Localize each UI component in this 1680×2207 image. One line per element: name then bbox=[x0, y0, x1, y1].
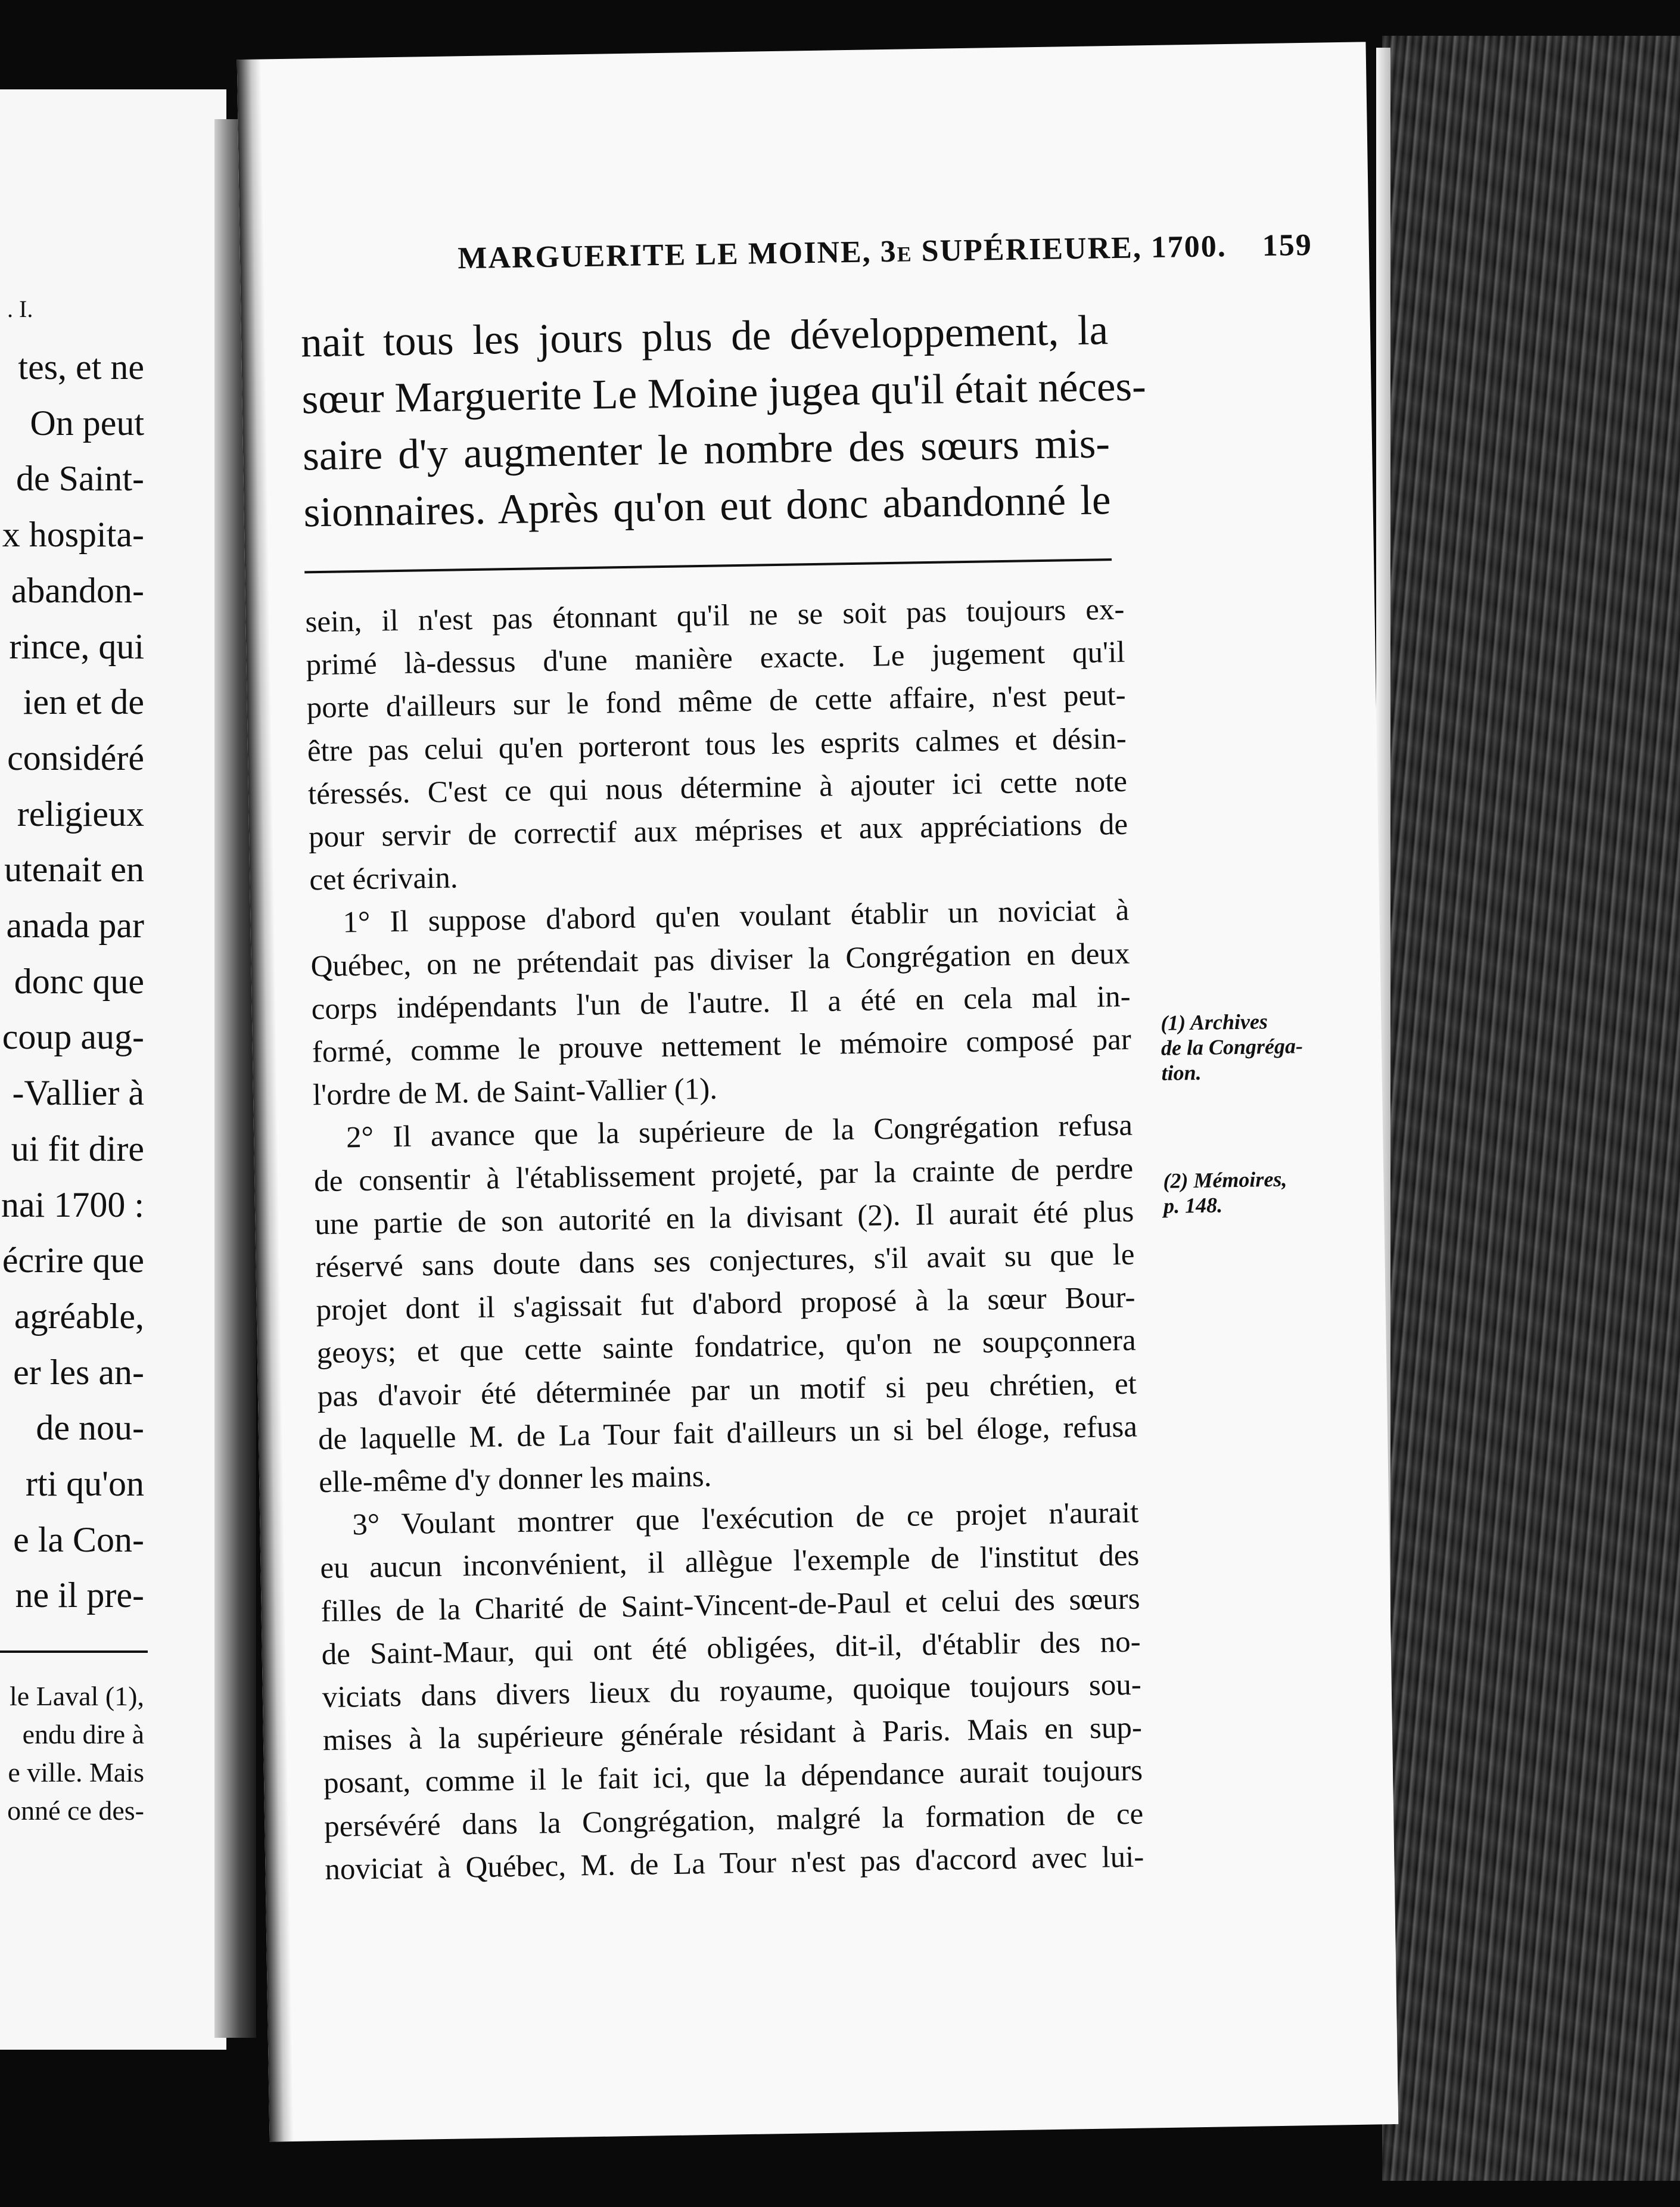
footnote-line: l'ordre de M. de Saint-Vallier (1). bbox=[312, 1072, 718, 1112]
text-line: abandon- bbox=[11, 570, 144, 610]
footnote-text bbox=[305, 588, 1144, 1891]
footnote-rule bbox=[304, 558, 1112, 573]
text-line: anada par bbox=[6, 906, 144, 946]
footnote-line: projet dont il s'agissait fut d'abord proposé à la sœur Bour- bbox=[316, 1280, 1135, 1328]
text-line: de nou- bbox=[36, 1408, 144, 1448]
footnote-line: primé là-dessus d'une manière exacte. Le jugement qu'il bbox=[306, 636, 1125, 682]
text-line: sœur Marguerite Le Moine jugea qu'il était néces- bbox=[301, 363, 1147, 423]
left-running-head: . I. bbox=[7, 296, 33, 322]
margin-note-2 bbox=[1163, 1167, 1287, 1218]
text-line: er les an- bbox=[13, 1352, 144, 1392]
text-line: x hospita- bbox=[2, 515, 144, 555]
text-line: religieux bbox=[17, 794, 144, 834]
footnote-rule bbox=[0, 1650, 148, 1653]
left-page-footnote bbox=[7, 1677, 144, 1830]
margin-note-line: (1) Archives bbox=[1160, 1009, 1268, 1035]
footnote-line: téressés. C'est ce qui nous détermine à ajouter ici cette note bbox=[307, 764, 1128, 812]
text-line: -Vallier à bbox=[12, 1073, 144, 1113]
footnote-line: pour servir de correctif aux méprises et aux appréciations de bbox=[308, 807, 1128, 854]
footnote-line: viciats dans divers lieux du royaume, quoique toujours sou- bbox=[322, 1668, 1142, 1715]
text-line: écrire que bbox=[2, 1241, 144, 1280]
text-line: ne il pre- bbox=[15, 1575, 144, 1615]
left-page-text bbox=[1, 340, 144, 1624]
book-fore-edge bbox=[1382, 36, 1680, 2181]
text-line: rince, qui bbox=[9, 626, 144, 666]
footnote-line: 2° Il avance que la supérieure de la Congrégation refusa bbox=[346, 1109, 1133, 1155]
margin-note-line: (2) Mémoires, bbox=[1163, 1167, 1287, 1193]
margin-note-line: p. 148. bbox=[1163, 1193, 1223, 1218]
text-line: nait tous les jours plus de développement, la bbox=[300, 307, 1109, 366]
text-line: ui fit dire bbox=[11, 1129, 144, 1168]
footnote-line: endu dire à bbox=[22, 1719, 144, 1749]
footnote-line: Québec, on ne prétendait pas diviser la Congrégation en deux bbox=[310, 937, 1130, 983]
footnote-line: de Saint-Maur, qui ont été obligées, dit-il, d'établir des no- bbox=[321, 1625, 1141, 1672]
footnote-line: de consentir à l'établissement projeté, par la crainte de perdre bbox=[313, 1152, 1134, 1198]
text-line: nai 1700 : bbox=[1, 1185, 144, 1224]
text-line: ien et de bbox=[23, 682, 144, 722]
footnote-line: noviciat à Québec, M. de La Tour n'est pas d'accord avec lui- bbox=[324, 1840, 1144, 1887]
footnote-line: sein, il n'est pas étonnant qu'il ne se soit pas toujours ex- bbox=[305, 592, 1125, 639]
text-line: agréable, bbox=[14, 1296, 144, 1336]
margin-note-line: tion. bbox=[1161, 1060, 1202, 1085]
left-page bbox=[0, 89, 226, 2050]
footnote-line: porte d'ailleurs sur le fond même de cette affaire, n'est peut- bbox=[306, 679, 1127, 725]
footnote-line: mises à la supérieure générale résidant à Paris. Mais en sup- bbox=[322, 1711, 1143, 1758]
text-line: donc que bbox=[14, 961, 144, 1001]
footnote-line: e ville. Mais bbox=[8, 1757, 144, 1788]
main-text bbox=[300, 302, 1147, 541]
margin-note-1 bbox=[1161, 1008, 1303, 1086]
page-number: 159 bbox=[1262, 228, 1313, 263]
text-line: considéré bbox=[7, 738, 144, 778]
text-line: coup aug- bbox=[2, 1017, 144, 1057]
footnote-line: pas d'avoir été déterminée par un motif si peu chrétien, et bbox=[317, 1367, 1137, 1413]
text-line: rti qu'on bbox=[25, 1464, 144, 1504]
footnote-line: filles de la Charité de Saint-Vincent-de-Paul et celui des sœurs bbox=[321, 1582, 1140, 1628]
footnote-line: 1° Il suppose d'abord qu'en voulant établir un noviciat à bbox=[343, 894, 1130, 940]
footnote-line: cet écrivain. bbox=[309, 861, 458, 897]
margin-note-line: de la Congréga- bbox=[1161, 1034, 1303, 1060]
text-line: utenait en bbox=[4, 850, 144, 890]
text-line: On peut bbox=[30, 403, 144, 443]
footnote-line: réservé sans doute dans ses conjectures, s'il avait su que le bbox=[315, 1238, 1135, 1285]
footnote-line: persévéré dans la Congrégation, malgré la formation de ce bbox=[323, 1797, 1144, 1844]
running-head-title: MARGUERITE LE MOINE, 3e SUPÉRIEURE, 1700. bbox=[457, 229, 1227, 276]
footnote-line: être pas celui qu'en porteront tous les esprits calmes et désin- bbox=[307, 722, 1127, 768]
footnote-line: 3° Voulant montrer que l'exécution de ce projet n'aurait bbox=[351, 1496, 1139, 1542]
footnote-line: onné ce des- bbox=[7, 1795, 144, 1826]
footnote-line: geoys; et que cette sainte fondatrice, qu'on ne soupçonnera bbox=[316, 1324, 1137, 1370]
footnote-line: une partie de son autorité en la divisant (2). Il aurait été plus bbox=[314, 1195, 1134, 1242]
footnote-line: posant, comme il le fait ici, que la dépendance aurait toujours bbox=[323, 1754, 1143, 1801]
text-line: saire d'y augmenter le nombre des sœurs mis- bbox=[302, 420, 1110, 480]
footnote-line: le Laval (1), bbox=[9, 1681, 144, 1711]
running-head bbox=[371, 228, 1313, 278]
footnote-line: eu aucun inconvénient, il allègue l'exemple de l'institut des bbox=[320, 1539, 1140, 1586]
text-line: sionnaires. Après qu'on eut donc abandonné le bbox=[303, 477, 1112, 536]
footnote-line: de laquelle M. de La Tour fait d'ailleurs un si bel éloge, refusa bbox=[318, 1410, 1138, 1457]
footnote-line: formé, comme le prouve nettement le mémoire composé par bbox=[312, 1022, 1132, 1070]
text-line: de Saint- bbox=[16, 459, 144, 499]
footnote-line: corps indépendants l'un de l'autre. Il a été en cela mal in- bbox=[311, 980, 1131, 1027]
footnote-line: elle-même d'y donner les mains. bbox=[318, 1459, 712, 1500]
right-page bbox=[237, 42, 1399, 2141]
text-line: e la Con- bbox=[13, 1519, 144, 1559]
text-line: tes, et ne bbox=[18, 347, 144, 387]
